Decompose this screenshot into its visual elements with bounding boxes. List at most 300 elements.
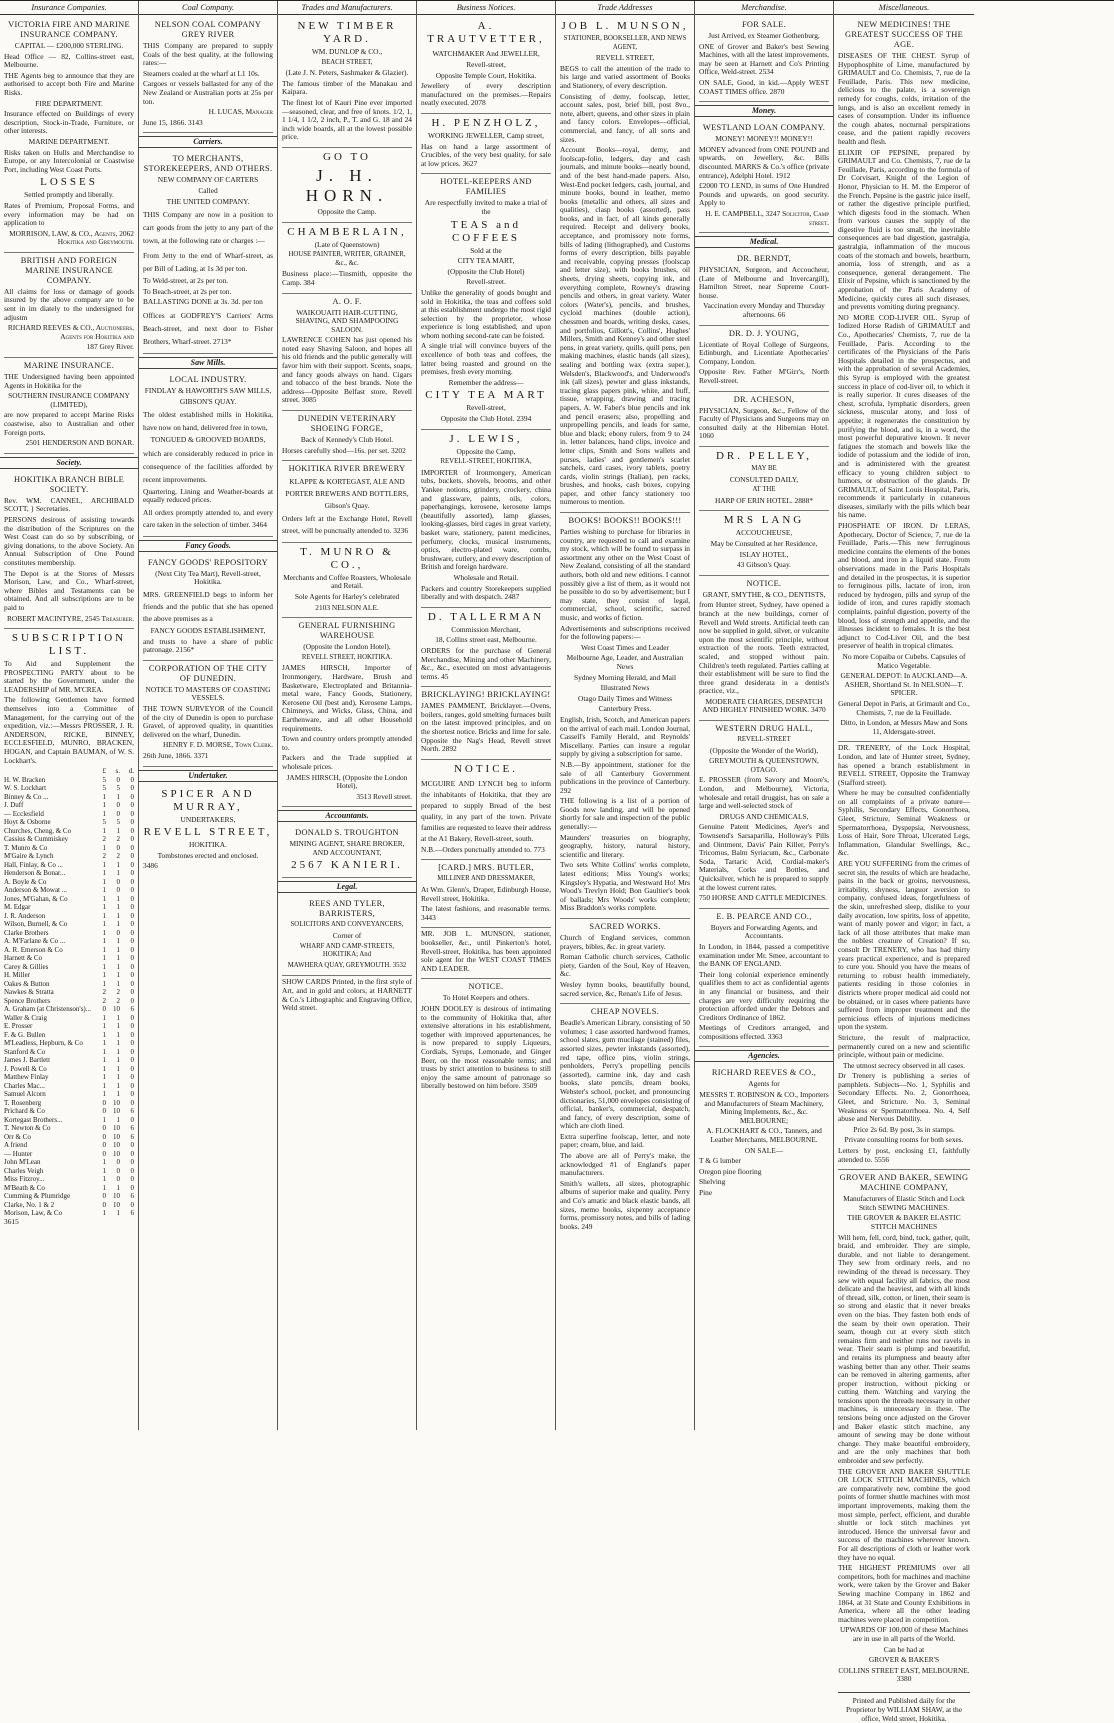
ad-line: June 15, 1866. 3143 (143, 117, 203, 127)
ad-title: TO MERCHANTS, STOREKEEPERS, AND OTHERS. (143, 154, 273, 174)
ad-line: ISLAY HOTEL, (739, 549, 789, 559)
ad-line: WM. DUNLOP & CO., (311, 47, 383, 56)
ad-line: which are considerably reduced in price in consequence of the facilities afforded by recent improvements. (143, 448, 273, 484)
ad-mcguire-lynch (421, 760, 551, 861)
ad-line: Beadle's American Library, consisting of 50 volumes; 1 case assorted hardwood frames, school slates, gum mucilage (stained) files, assorted sizes, pewter inkstands (assorted), red tape, office pins, violin strings, penholders, Perry's propelling pencils (assorted), carmine ink, day and cash books, slate pencils, dream books, Webster's school, pocket, and pronouncing dictionaries, 51,000 envelopes consisting of official, banker's, commercial, despatch, and fancy, of every description, some of which are cloth lined. (560, 1018, 690, 1131)
ad-line: and trusts to have a share of public patronage. 2156* (143, 636, 273, 655)
ad-line: Church of England services, common prayers, bibles, &c. in great variety. (560, 933, 690, 951)
subscriber-name: Henderson & Bonar... (4, 869, 66, 878)
amount-cell: 0 (102, 1132, 106, 1141)
ad-line: REVELL STREET, (143, 826, 273, 839)
ad-line: Business place:—Tinsmith, opposite the Camp. 384 (282, 269, 412, 287)
ad-title: BRITISH AND FOREIGN MARINE INSURANCE COMPANY. (20, 255, 118, 285)
amount-cell: 6 (130, 1132, 134, 1141)
amount-cell: 0 (130, 996, 134, 1005)
table-row (4, 1209, 134, 1218)
ad-line: WAIKOUAITI HAIR-CUTTING, SHAVING, AND SHAMPOOING SALOON. (295, 307, 399, 334)
ad-line: BEGS to call the attention of the trade to his large and varied assortment of Books and Stationery, of every description. (560, 63, 690, 90)
subscriber-name: Cassius & Cummiskey (4, 835, 69, 844)
amount-cell: 0 (102, 1141, 106, 1150)
subscriber-name: Churches, Cheng, & Co (4, 826, 72, 835)
subscriber-name: Binney & Co ... (4, 792, 49, 801)
ad-line: THE UNITED COMPANY. (166, 196, 250, 206)
amount-cell: 0 (130, 1090, 134, 1099)
ad-line: ON SALE— (744, 1145, 784, 1155)
ad-undertakers (143, 785, 273, 876)
amount-cell: 1 (116, 826, 120, 835)
ad-munro (282, 543, 412, 618)
ad-corporation-dunedin (143, 661, 273, 767)
ad-line: The above are all of Perry's make, the acknowledged #1 of England's paper manufacturers. (560, 1151, 690, 1178)
ad-line: ORDERS for the purchase of General Merchandise, Mining and other Machinery, &c., &c., executed on most advantageous terms. 45 (421, 645, 551, 681)
ad-title: GROVER AND BAKER, SEWING MACHINE COMPANY, (839, 1173, 969, 1193)
ad-line: Manufacturers of Elastic Stitch and Lock Stitch SEWING MACHINES. (843, 1194, 965, 1212)
amount-cell: 1 (116, 1064, 120, 1073)
amount-cell: 0 (130, 826, 134, 835)
subscriber-name: J. Powell & Co (4, 1064, 47, 1073)
subscriber-name: M. Edgar (4, 903, 31, 912)
ad-line: WHARF AND CAMP-STREETS, HOKITIKA; And (299, 942, 395, 959)
amount-cell: 10 (113, 1124, 120, 1133)
amount-cell: 6 (130, 1124, 134, 1133)
ad-line: T & G lumber (699, 1156, 741, 1166)
ad-line: H. E. CAMPBELL, 3247 Solicitor, Camp street. (705, 208, 829, 227)
amount-cell: 5 (116, 818, 120, 827)
table-header-cell (4, 767, 92, 776)
ad-line: ROBERT MACINTYRE, 2545 Treasurer. (6, 613, 134, 623)
amount-cell: 0 (130, 954, 134, 963)
ad-title: A. TRAUTVETTER, (427, 20, 545, 45)
ad-title: NEW MEDICINES! THE GREATEST SUCCESS OF THE AGE. (844, 20, 964, 49)
table-header-cell: s. (115, 767, 120, 776)
table-row (4, 946, 134, 955)
table-row (4, 997, 134, 1006)
ad-line: MR. JOB L. MUNSON, stationer, bookseller, &c., until Pinkerton's hotel, Revell-street, Hokitika, has been appointed sole agent for the WEST COAST TIMES AND LEADER. (421, 929, 551, 973)
ad-line: £2000 TO LEND, in sums of One Hundred Pounds and upwards, on good security. Apply to (699, 181, 829, 208)
amount-cell: 10 (113, 1141, 120, 1150)
ad-line: Account Books—royal, demy, and foolscap-folio, ledgers, day and cash journals, and minute books—neatly bound, and of the best hand-made papers. Also, West-End pocket ledgers, cash, journal, and minute books, bound in leather, memo books (metallic and others, all sizes and qualities), clasp books (assorted), pass books, and in fact, of all kinds generally required. Receipt and delivery books, acceptance, and promissory note forms, bills of lading (lithographed), and Customs forms of every description, bills payable and receivable, copying presses (foolscap and letter size), with books brushes, oil sheets, drying sheets, copying ink, and everything complete, Rowney's drawing pencils and others, in great variety. Water colors (Water's), pencils, and brushes, cycloid machines (double action), chessmen and boards, writing desks, cases, and portfolios, Gillott's, Collins', Hughes' Millers, Smith and Kenney's and other steel pens, in great variety, quills, quill pens, pen making machines, elastic bands (all sizes), sealing and bottling wax (extra super.), Welsden's, Blackwood's, and Underwood's ink (all sizes), pewter and glass inkstands, tracing glass papers pink, white, and buff, tissue, wrapping, drawing and tracing papers, A. W. Faber's blue pencils and ink and pencil erasers; also, propelling and unpropelling pencils, and leads for same, blue and black; ebony rulers, from 9 to 24 in. letter balances, hand clips, invoice and letter clips, Smith and Sons wallets and purses, ladies' and gentlemen's scarlet satchels, card cases, ivory tablets, poetry cards, violin strings (Italian), pen racks, brushes, and hooks, cash boxes, copying paper, and other fancy stationery too numerous to mention. (560, 145, 690, 507)
ad-number: 3615 (4, 1216, 19, 1226)
amount-cell: 0 (130, 1047, 134, 1056)
ad-line: Meetings of Creditors arranged, and compositions effected. 3363 (699, 1023, 829, 1041)
amount-cell: 0 (130, 818, 134, 827)
ad-dr-berndt (699, 251, 829, 326)
ad-line: Sole Agents for Harley's celebrated (294, 592, 400, 601)
amount-cell: 0 (116, 843, 120, 852)
ad-line: No more Copaiba or Cubebs. Capsules of Matico Vegetable. (842, 651, 966, 670)
table-header-cell: £ (102, 767, 106, 776)
ad-timber-yard (282, 17, 412, 148)
ad-title: REES AND TYLER, BARRISTERS, (309, 899, 385, 919)
amount-cell: 0 (130, 988, 134, 997)
ad-title: SUBSCRIPTION LIST. (11, 632, 127, 658)
table-row (4, 903, 134, 912)
ad-line: Pine (699, 1188, 713, 1197)
ad-line: HOKITIKA. (189, 840, 227, 850)
ad-line: Orders left at the Exchange Hotel, Revell street, will be punctually attended to. 3236 (282, 513, 412, 535)
ad-line: BEACH STREET, (321, 58, 373, 66)
ad-line: RICHARD REEVES & CO., Auctioneers, Agents for Hokitika and (7, 323, 134, 341)
ad-nelson-coal (143, 17, 273, 133)
subscriber-name: Stanford & Co (4, 1047, 46, 1056)
ad-line: West Coast Times and Leader (580, 642, 670, 652)
amount-cell: 1 (116, 937, 120, 946)
table-header-cell: d. (128, 767, 134, 776)
amount-cell: 0 (116, 886, 120, 895)
ad-westland-loan (699, 120, 829, 233)
ad-title: NOTICE. (453, 762, 519, 775)
ad-line: Packers and country Storekeepers supplied liberally and with despatch. 2487 (421, 583, 551, 602)
amount-cell: 0 (130, 843, 134, 852)
table-row (4, 793, 134, 802)
section-header: Money. (695, 105, 833, 117)
ad-line: N.B.—Orders punctually attended to. 773 (421, 844, 545, 854)
subscriber-name: Matthew Finlay (4, 1073, 49, 1082)
amount-cell: 1 (116, 1013, 120, 1022)
table-row (4, 1184, 134, 1193)
ad-line: N.B.—By appointment, stationer for the sale of all Canterbury Government publications in the province of Canterbury. 292 (560, 759, 690, 795)
amount-cell: 5 (116, 784, 120, 793)
amount-cell: 0 (130, 937, 134, 946)
ad-line: To Beach-street, at 2s per ton. (143, 286, 232, 296)
ad-line: Sold at the (470, 245, 502, 255)
ad-dr-trenery (838, 742, 970, 1170)
amount-cell: 0 (116, 877, 120, 886)
ad-line: THE GROVER & BAKER ELASTIC STITCH MACHINES (847, 1213, 961, 1231)
subscriber-name: Wilson, Burnell, & Co (4, 920, 68, 929)
subscriber-name: H. W. Bracken (4, 775, 46, 784)
ad-line: Licentiate of Royal College of Surgeons, Edinburgh, and Licentiate Apothecaries' Company, London. (699, 339, 829, 366)
ad-title: FOR SALE. (741, 20, 787, 29)
ad-line: Smith's wallets, all sizes, photographic albums of superior make and quality. Perry and Co's amatic and black elastic bands, all sizes, memo books, sixpenny acceptance forms, promissory notes, and bills of lading books. 249 (560, 1178, 690, 1231)
ad-line: Insurance effected on Buildings of every description, Stock-in-Trade, Furniture, or other interests. (4, 109, 134, 136)
ad-line: Parties wishing to purchase for libraries in country, are requested to call and examine my stock, which will be found to surpass in assortment any other on the West Coast of New Zealand, consisting of all the standard authors, both old and new editions. I cannot possibly give a list of them, as it would not be possible to do so by advertisement; but I may state, they consist of legal, commercial, school, scientific, sacred music, and works of fiction. (560, 527, 690, 622)
table-row (4, 886, 134, 895)
ad-title: SPICER AND MURRAY, (161, 787, 255, 813)
amount-cell: 5 (102, 784, 106, 793)
section-header: Carriers. (139, 136, 277, 148)
ad-line: Commission Merchant, (451, 624, 521, 634)
table-row (4, 1175, 134, 1184)
ad-horn (282, 148, 412, 223)
ad-title: DR. PELLEY, (715, 450, 813, 462)
ad-fancy-goods (143, 555, 273, 661)
ad-line: 43 Gibson's Quay. (736, 560, 792, 570)
ad-line: Opposite the Club Hotel. 2394 (440, 414, 532, 424)
amount-cell: 2 (116, 852, 120, 861)
amount-cell: 0 (130, 869, 134, 878)
amount-cell: 0 (130, 971, 134, 980)
ad-line: REVELL-STREET (737, 736, 791, 744)
ad-line: SOUTHERN INSURANCE COMPANY (LIMITED), (8, 391, 130, 409)
ad-dentists (699, 576, 829, 721)
ad-subscription-list (4, 629, 134, 1231)
ad-title: DUNEDIN VETERINARY SHOEING FORGE, (297, 414, 397, 434)
subscriber-name: W. S. Lockhart (4, 784, 47, 793)
ad-sacred-works (560, 919, 690, 1004)
ad-line: All claims for loss or damage of goods insured by the above company are to be sent in im diately to the undersigned for adjustm (4, 286, 134, 322)
column-trades (278, 1, 417, 1430)
section-header: Fancy Goods. (139, 540, 277, 552)
subscriber-name: E. Prosser (4, 1022, 33, 1031)
amount-cell: 1 (102, 920, 106, 929)
amount-cell: 0 (116, 1175, 120, 1184)
table-row (4, 1014, 134, 1023)
amount-cell: 0 (116, 801, 120, 810)
ad-title: DR. BERNDT, (736, 254, 792, 264)
ad-veterinary-forge (282, 411, 412, 461)
ad-line: KLAPPE & KORTEGAST, ALE AND PORTER BREWERS AND BOTTLERS, (285, 477, 409, 499)
ad-line: Cargoes or vessels ballasted for any of the New Zealand or Australian ports at 25s per ton. (143, 79, 273, 106)
table-row (4, 1048, 134, 1057)
ad-line: THE Undersigned having been appointed Agents in Hokitika for the (4, 372, 134, 390)
ad-line: Price 2s 6d. By post, 3s in stamps. (853, 1124, 955, 1134)
amount-cell: 5 (102, 818, 106, 827)
ad-line: MAY BE (751, 465, 777, 472)
ad-line: Illustrated News (600, 683, 650, 693)
column-miscellaneous (834, 1, 974, 1723)
ad-line: 3486 (143, 861, 158, 871)
ad-line: THE GROVER AND BAKER SHUTTLE OR LOCK STITCH MACHINES, which are comparatively new, combine the good points of former shuttle machines with most important improvements, making them the most simple, perfect, efficient, and durable shuttle or lock stitch machines yet introduced. Hence the universal favor and success of the machines wherever known. For all descriptions of cloth or leather work they have no equal. (838, 1466, 970, 1562)
amount-cell: 1 (102, 1047, 106, 1056)
ad-line: JAMES PAMMENT, Bricklayer.—Ovens, boilers, ranges, gold smelting furnaces built on the latest improved principles, and on the shortest notice. Bricks and lime for sale. Opposite the Nag's Head, Revell street North. 2892 (421, 701, 551, 754)
table-row (4, 844, 134, 853)
ad-line: GRANT, SMYTHE, & CO., DENTISTS, (702, 589, 826, 599)
amount-cell: 1 (116, 903, 120, 912)
ad-title: HOKITIKA RIVER BREWERY (288, 464, 406, 474)
ad-line: Roman Catholic church services, Catholic piety, Garden of the Soul, Key of Heaven, &c. (560, 952, 690, 979)
subscriber-name: Cumming & Plumridge (4, 1192, 71, 1201)
ad-line: In London, in 1844, passed a competitive examination under Mr. Smee, accountant to the BANK OF ENGLAND. (699, 941, 829, 969)
ad-title: [CARD.] MRS. BUTLER, (438, 863, 534, 873)
ad-title: D. TALLERMAN (427, 610, 545, 623)
amount-cell: 0 (130, 1166, 134, 1175)
subscriber-name: — Hunter (4, 1149, 33, 1158)
table-row (4, 1090, 134, 1099)
ad-line: Rev. WM. CANNEL, ARCHIBALD SCOTT, } Secretaries. (4, 495, 134, 514)
ad-line: Otago Daily Times and Witness (577, 693, 672, 703)
ad-line: Remember the address— (448, 377, 524, 387)
ad-for-sale (699, 17, 829, 102)
column-coal (139, 1, 278, 1430)
amount-cell: 6 (130, 1005, 134, 1014)
ad-dr-young (699, 326, 829, 392)
ad-line: MONEY! MONEY!! MONEY!! (715, 134, 813, 144)
ad-line: UNDERTAKERS, (180, 814, 236, 824)
table-row (4, 954, 134, 963)
subscriber-name: Anderson & Mowat ... (4, 886, 67, 895)
amount-cell: 10 (113, 1149, 120, 1158)
amount-cell: 0 (130, 1013, 134, 1022)
subscriber-name: A. Boyle & Co (4, 877, 47, 886)
amount-cell: 1 (116, 911, 120, 920)
ad-line: Consisting of demy, foolscap, letter, account sales, post, brief bill, post 8vo., note, albert, queens, and other sizes in plain and fancy colors. Envelopes—official, commercial, and fancy, of all sorts and sizes. (560, 91, 690, 144)
table-row (4, 1099, 134, 1108)
ad-line: REVELL-STREET, HOKITIKA, (440, 458, 532, 466)
ad-marine-insurance (4, 358, 134, 454)
column-header: Trades and Manufacturers. (278, 3, 416, 15)
ad-line: Risks taken on Hulls and Merchandise to Europe, or any Intercolonial or Coastwise Port, including West Coast Ports. (4, 147, 134, 174)
ad-line: 26th June, 1866. 3371 (143, 751, 209, 760)
ad-title: DONALD S. TROUGHTON (295, 828, 399, 838)
subscriber-name: Spence Brothers (4, 996, 51, 1005)
table-row (4, 1005, 134, 1014)
ad-line: SHOW CARDS Printed, in the first style of Art, and in gold and colors, at HARNETT & Co.'s Lithographic and Engraving Office, Weld street. (282, 977, 412, 1013)
amount-cell: 0 (102, 1124, 106, 1133)
ad-line: Advertisements and subscriptions received for the following papers:— (560, 623, 690, 642)
table-row (4, 1056, 134, 1065)
ad-line: from Hunter street, Sydney, have opened a branch at the new buildings, corner of Revell and Weld streets. Artificial teeth can now be supplied in gold, silver, or vulcanite upon the most scientific principle, without extraction of the roots. Teeth extracted, scaled, and stopped without pain. Children's teeth regulated. Parties calling at their establishment will be sure to find the three grand desiderata in a dentist's practice, viz., (699, 600, 829, 696)
amount-cell: 1 (102, 1022, 106, 1031)
ad-munson-stationer (560, 17, 690, 513)
ad-western-drug-hall (699, 721, 829, 909)
amount-cell: 1 (102, 1209, 106, 1218)
table-row (4, 835, 134, 844)
ad-line: HOUSE PAINTER, WRITER, GRAINER, &c., &c. (288, 251, 406, 267)
table-row (4, 929, 134, 938)
section-header: Legal. (278, 881, 416, 893)
ad-line: Dr Trenery is publishing a series of pamphlets. Subjects—No. 1, Syphilis and Secondary Effects. No. 2, Gonorrhoea, Gleet, and Stricture. No. 3, Seminal Weakness or Spermatorrhoea. No. 4, Self abuse and Nervous Debility. (838, 1071, 970, 1124)
ad-title: CHEAP NOVELS. (590, 1007, 660, 1017)
table-row (4, 895, 134, 904)
table-row (4, 1192, 134, 1201)
ad-line: Merchants and Coffee Roasters, Wholesale and Retail. (283, 572, 411, 591)
ad-title: NEW TIMBER YARD. (297, 20, 397, 45)
column-header: Miscellaneous. (834, 3, 974, 15)
ad-line: MAWHERA QUAY, GREYMOUTH. 3532 (287, 961, 407, 969)
ad-line: HENRY F. D. MORSE, Town Clerk. (162, 740, 273, 750)
ad-line: Private consulting rooms for both sexes. (844, 1135, 964, 1145)
ad-line: (Opposite the London Hotel), (303, 642, 391, 652)
ad-line: Maunders' treasuries on biography, geography, history, natural history, scientific and literary. (560, 832, 690, 859)
ad-line: THE TOWN SURVEYOR of the Council of the city of Dunedin is open to purchase Gravel, of approved quality, in quantities delivered on the wharf, Dunedin. (143, 704, 273, 739)
table-row (4, 869, 134, 878)
amount-cell: 10 (113, 1200, 120, 1209)
amount-cell: 1 (102, 1183, 106, 1192)
table-row (4, 912, 134, 921)
amount-cell: 1 (116, 792, 120, 801)
amount-cell: 1 (102, 1030, 106, 1039)
ad-line: AT THE (752, 486, 776, 494)
ad-title: MRS LANG (723, 514, 805, 527)
amount-cell: 1 (116, 920, 120, 929)
section-header: Saw Mills. (139, 357, 277, 369)
amount-cell: 1 (116, 1209, 120, 1218)
column-header: Insurance Companies. (0, 3, 138, 15)
column-trade-addresses (556, 1, 695, 1430)
ad-title: FANCY GOODS' REPOSITORY (148, 557, 268, 567)
ad-united-carters (143, 151, 273, 354)
table-row (4, 1124, 134, 1133)
ad-line: are now prepared to accept Marine Risks coastwise, also to Australian and other Foreign ports. (4, 410, 134, 437)
ad-line: Canterbury Press. (598, 704, 652, 714)
ad-line: Horses carefully shod—16s. per set. 3202 (282, 445, 406, 455)
amount-cell: 1 (116, 1073, 120, 1082)
amount-cell: 1 (116, 1081, 120, 1090)
subscriber-name: T. Rosenberg (4, 1098, 42, 1107)
ad-line: Head Office — 82, Collins-street east, Melbourne. (4, 51, 134, 70)
amount-cell: 0 (130, 835, 134, 844)
amount-cell: 0 (130, 792, 134, 801)
ad-line: 187 Grey River. (86, 342, 134, 352)
subscriber-name: Kortegast Brothers... (4, 1115, 63, 1124)
ad-title: BRICKLAYING! BRICKLAYING! (421, 690, 551, 700)
amount-cell: 0 (130, 1039, 134, 1048)
amount-cell: 1 (102, 1073, 106, 1082)
ad-tallerman (421, 608, 551, 688)
amount-cell: 2 (102, 852, 106, 861)
ad-title: VICTORIA FIRE AND MARINE INSURANCE COMPANY. (8, 20, 130, 39)
ad-title: GO TO (323, 150, 371, 163)
table-row (4, 920, 134, 929)
amount-cell: 1 (116, 894, 120, 903)
ad-line: (Late J. N. Peters, Sashmaker & Glazier). (285, 68, 409, 78)
table-row (4, 1107, 134, 1116)
ad-line: SOLICITORS AND CONVEYANCERS, (290, 921, 404, 929)
amount-cell: 1 (102, 937, 106, 946)
ad-line: GIBSON'S QUAY. (179, 396, 237, 406)
ad-line: THE following is a list of a portion of Goods now landing, and will be opened shortly for sale and inspection of the public generally:— (560, 796, 690, 832)
subscriber-name: Jones, M'Gahan, & Co (4, 894, 68, 903)
ad-line: CONSULTED DAILY, (729, 474, 799, 484)
amount-cell: 10 (113, 1005, 120, 1014)
subscriber-name: T. Munro & Co (4, 843, 48, 852)
ad-title: J. LEWIS, (449, 432, 523, 445)
amount-cell: 0 (116, 809, 120, 818)
subscriber-name: A. Graham (at Christenson's)... (4, 1005, 91, 1014)
amount-cell: 1 (116, 860, 120, 869)
subscriber-name: Hoyt & Osborne (4, 818, 51, 827)
ad-line: FANCY GOODS ESTABLISHMENT, (150, 626, 266, 636)
ad-line: Called (198, 185, 218, 195)
amount-cell: 0 (102, 1149, 106, 1158)
ad-line: Just Arrived, ex Steamer Gothenburg, (708, 31, 820, 40)
ad-line: General Depot in Paris, at Grimault and Co., Chemists, 7, rue de la Feuillade. (838, 698, 970, 717)
table-row (4, 1150, 134, 1159)
amount-cell: 0 (130, 886, 134, 895)
ad-penzholz (421, 114, 551, 174)
ad-line: MESSRS T. ROBINSON & CO., Importers and Manufacturers of Steam Machinery, Mining Implements, &c., &c. MELBOURNE; (699, 1090, 829, 1125)
amount-cell: 1 (102, 945, 106, 954)
ad-line: MRS. GREENFIELD begs to inform her friends and the public that she has opened the above premises as a (143, 590, 273, 624)
subscriber-name: Samuel Alcorn (4, 1090, 46, 1099)
ad-line: ON SALE, Good, in kid.—Apply WEST COAST TIMES office. 2870 (699, 77, 829, 96)
ad-line: MINING AGENT, SHARE BROKER, AND ACCOUNTANT, (289, 839, 405, 857)
ad-title: NOTICE. (746, 578, 782, 588)
amount-cell: 1 (116, 1047, 120, 1056)
amount-cell: 0 (116, 928, 120, 937)
ad-line: All orders promptly attended to, and every care taken in the selection of timber. 3464 (143, 507, 273, 529)
ad-line: WORKING JEWELLER, Camp street, (428, 130, 544, 140)
amount-cell: 2 (116, 835, 120, 844)
amount-cell: 1 (102, 954, 106, 963)
ad-line: At Wm. Glenn's, Draper, Edinburgh House, Revell street, Hokitika. (421, 885, 551, 903)
ad-line: J. H. HORN. (305, 165, 389, 205)
ad-title: HOTEL-KEEPERS AND FAMILIES (440, 177, 532, 197)
ad-line: Letters by post, enclosing £1, faithfully attended to. 5556 (838, 1146, 970, 1164)
ad-title: NOTICE. (468, 982, 504, 992)
amount-cell: 0 (130, 1200, 134, 1209)
ad-furnishing-warehouse (282, 618, 412, 807)
ad-line: Oregon pine flooring (699, 1166, 762, 1176)
ad-title: GENERAL FURNISHING WAREHOUSE (298, 621, 396, 641)
subscriber-name: Carey & Gillies (4, 962, 49, 971)
ad-line: Has on hand a large assortment of Crucibles, of the very best quality, for sale at low prices. 3627 (421, 141, 551, 168)
table-row (4, 1065, 134, 1074)
ad-line: Are respectfully invited to make a trial of the (424, 198, 548, 216)
table-row (4, 980, 134, 989)
amount-cell: 1 (102, 1056, 106, 1065)
